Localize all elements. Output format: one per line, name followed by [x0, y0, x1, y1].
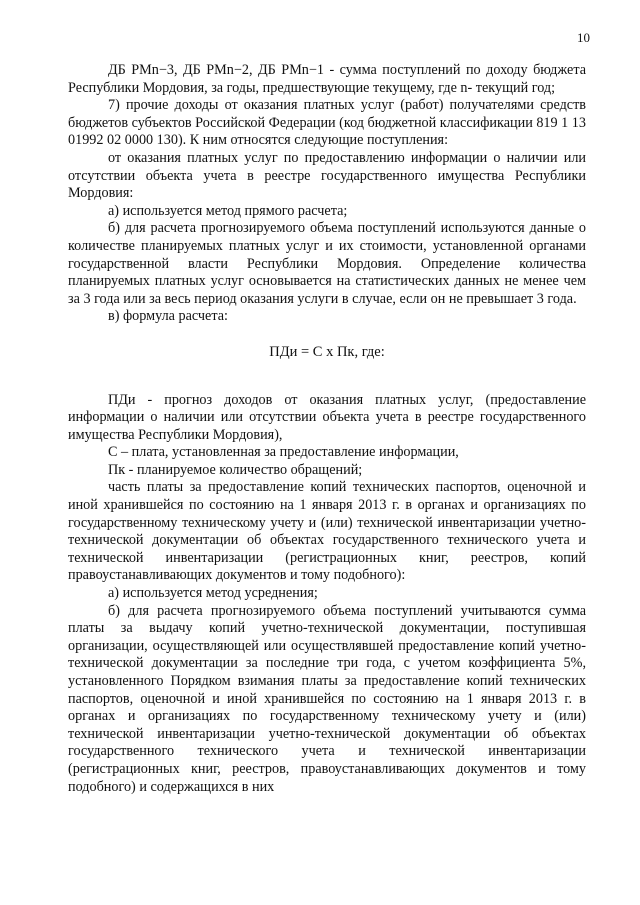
paragraph-formula-intro: в) формула расчета: [108, 308, 228, 325]
paragraph-forecast-calc: б) для расчета прогнозируемого объема поступлений учитываются сумма платы за выдачу копий учетно-технической документации, поступившая организации, осуществляющей или осуществлявшей предоставление копий учетно-технической документации за последние три года, с учетом коэффициента 5%, установленного Порядком взимания платы за предоставление копий технических паспортов, оценочной и иной хранившейся по состоянию на 1 января 2013 г. в органах и организациях по государственному техническому учету и (или) технической инвентаризации учетно-технической документации об объектах государственного технического учета и технической инвентаризации (регистрационных книг, реестров, правоустанавливающих документов и тому подобного) и содержащихся в них [68, 602, 586, 795]
paragraph-budget-definition: ДБ РМn−3, ДБ РМn−2, ДБ РМn−1 - сумма поступлений по доходу бюджета Республики Мордовия, за годы, предшествующие текущему, где n- текущий год; [68, 62, 586, 96]
paragraph-pdi-definition: ПДи - прогноз доходов от оказания платных услуг, (предоставление информации о наличии или отсутствии объекта учета в реестре государственного имущества Республики Мордовия), [68, 391, 586, 443]
paragraph-method-a: а) используется метод прямого расчета; [108, 202, 348, 219]
paragraph-c-definition: С – плата, установленная за предоставление информации, [108, 444, 459, 461]
paragraph-item-7: 7) прочие доходы от оказания платных услуг (работ) получателями средств бюджетов субъектов Российской Федерации (код бюджетной классификации 819 1 13 01992 02 0000 130). К ним относятся следующие поступления: [68, 97, 586, 149]
document-body [68, 62, 586, 796]
paragraph-pk-definition: Пк - планируемое количество обращений; [108, 461, 363, 478]
paragraph-copies-fee: часть платы за предоставление копий технических паспортов, оценочной и иной хранившейся по состоянию на 1 января 2013 г. в органах и организациях по государственному техническому учету и (или) технической инвентаризации учетно-технической документации об объектах государственного технического учета и технической инвентаризации (регистрационных книг, реестров, копий правоустанавливающих документов и тому подобного): [68, 479, 586, 584]
formula: ПДи = С х Пк, где: [269, 343, 385, 360]
paragraph-registry-info: от оказания платных услуг по предоставлению информации о наличии или отсутствии объекта учета в реестре государственного имущества Республики Мордовия: [68, 149, 586, 202]
page-number: 10 [577, 30, 590, 45]
paragraph-method-b: б) для расчета прогнозируемого объема поступлений используются данные о количестве планируемых платных услуг и их стоимости, установленной органами государственной власти Республики Мордовия. Определение количества планируемых платных услуг основывается на статистических данных не менее чем за 3 года или за весь период оказания услуги в случае, если он не превышает 3 года. [68, 220, 586, 307]
paragraph-averaging-method: а) используется метод усреднения; [108, 585, 318, 602]
